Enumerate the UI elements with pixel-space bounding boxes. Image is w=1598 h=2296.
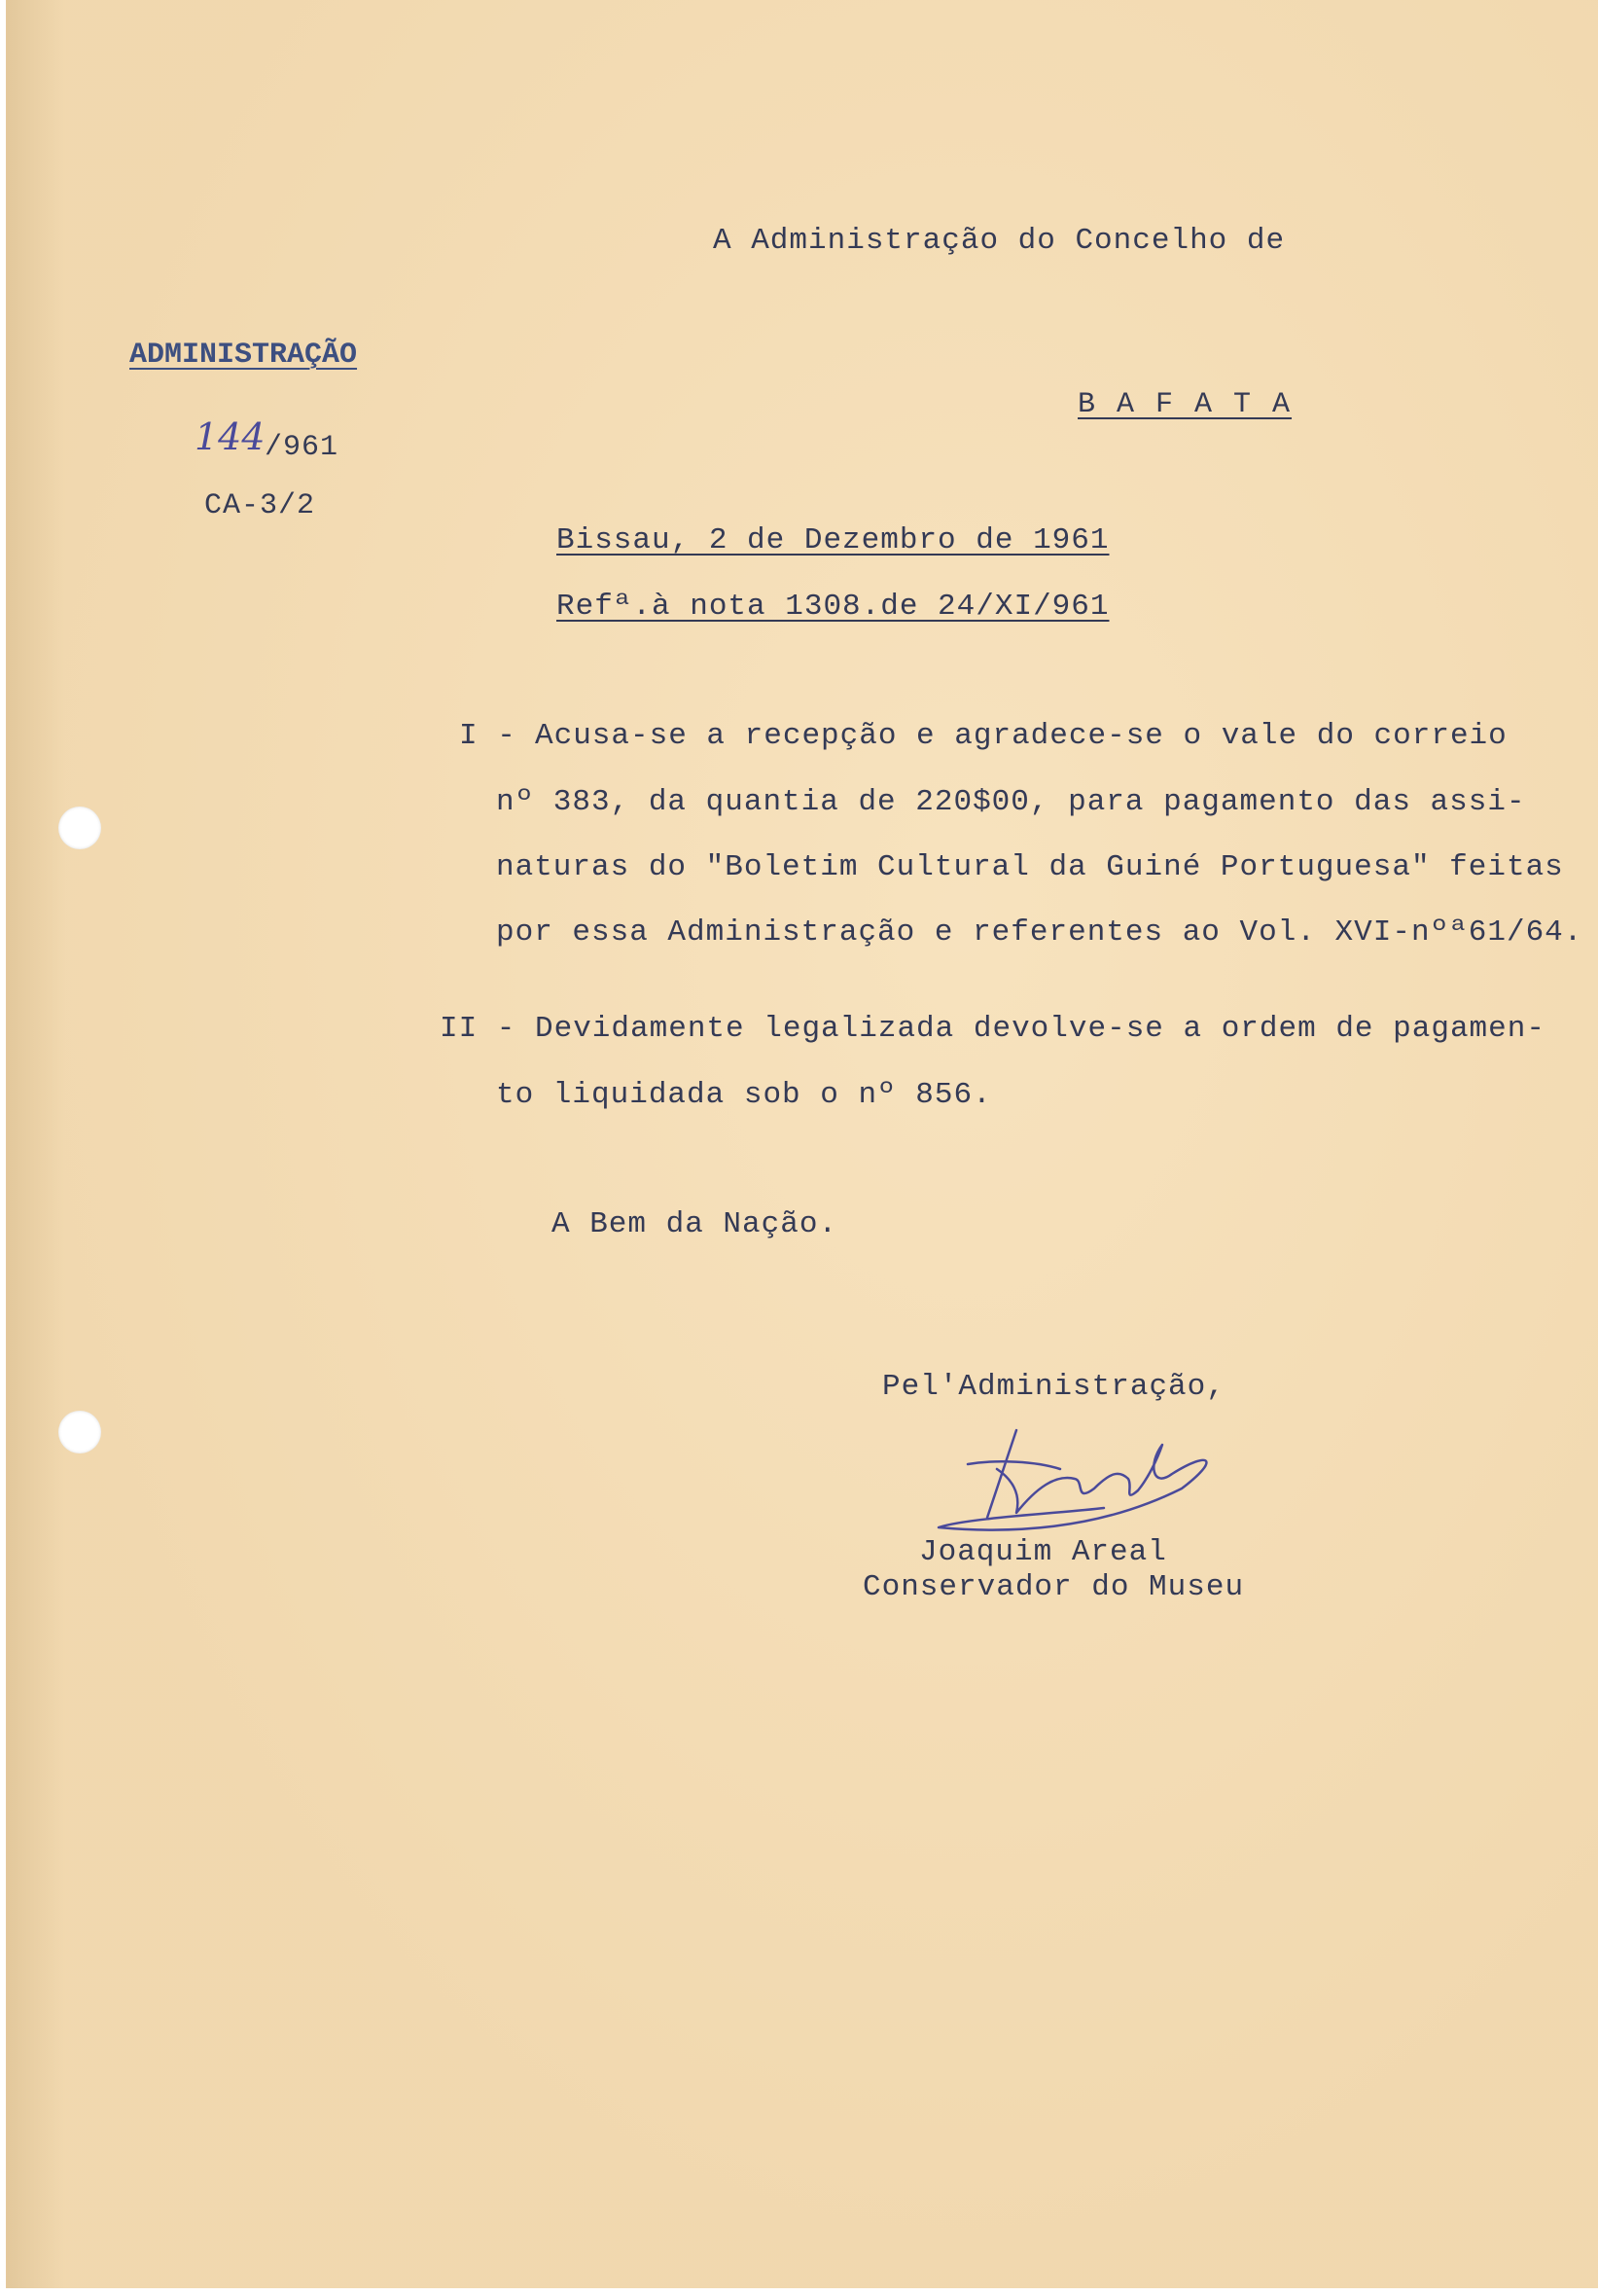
closing-salutation: A Bem da Nação. (551, 1207, 838, 1241)
registration-year: /961 (265, 431, 339, 464)
signature-for-line: Pel'Administração, (882, 1370, 1225, 1404)
paragraph-1-line: Acusa-se a recepção e agradece-se o vale do correio (535, 719, 1508, 753)
punch-hole (58, 1411, 101, 1453)
reference-line: Refª.à nota 1308.de 24/XI/961 (556, 590, 1110, 624)
file-code: CA-3/2 (204, 489, 316, 522)
registration-number-handwritten: 144 (195, 415, 266, 458)
punch-hole (58, 807, 101, 849)
paragraph-2-numeral: II - (440, 1012, 516, 1046)
paragraph-2-line: Devidamente legalizada devolve-se a ordem de pagamen- (535, 1012, 1545, 1046)
addressee-line: A Administração do Concelho de (713, 224, 1286, 258)
signatory-title: Conservador do Museu (863, 1570, 1245, 1604)
dateline: Bissau, 2 de Dezembro de 1961 (556, 523, 1110, 557)
paragraph-1-line: naturas do "Boletim Cultural da Guiné Portuguesa" feitas (496, 850, 1564, 884)
administration-stamp: ADMINISTRAÇÃO (129, 339, 358, 372)
paragraph-1-line: por essa Administração e referentes ao Vol. XVI-nºª61/64. (496, 915, 1583, 950)
paragraph-2-line: to liquidada sob o nº 856. (496, 1078, 992, 1112)
paragraph-1-line: nº 383, da quantia de 220$00, para pagamento das assi- (496, 785, 1526, 819)
addressee-place: B A F A T A (1078, 388, 1293, 421)
signatory-name: Joaquim Areal (919, 1535, 1167, 1569)
page-edge-shadow (7, 0, 65, 2288)
paragraph-1-numeral: I - (459, 719, 516, 753)
